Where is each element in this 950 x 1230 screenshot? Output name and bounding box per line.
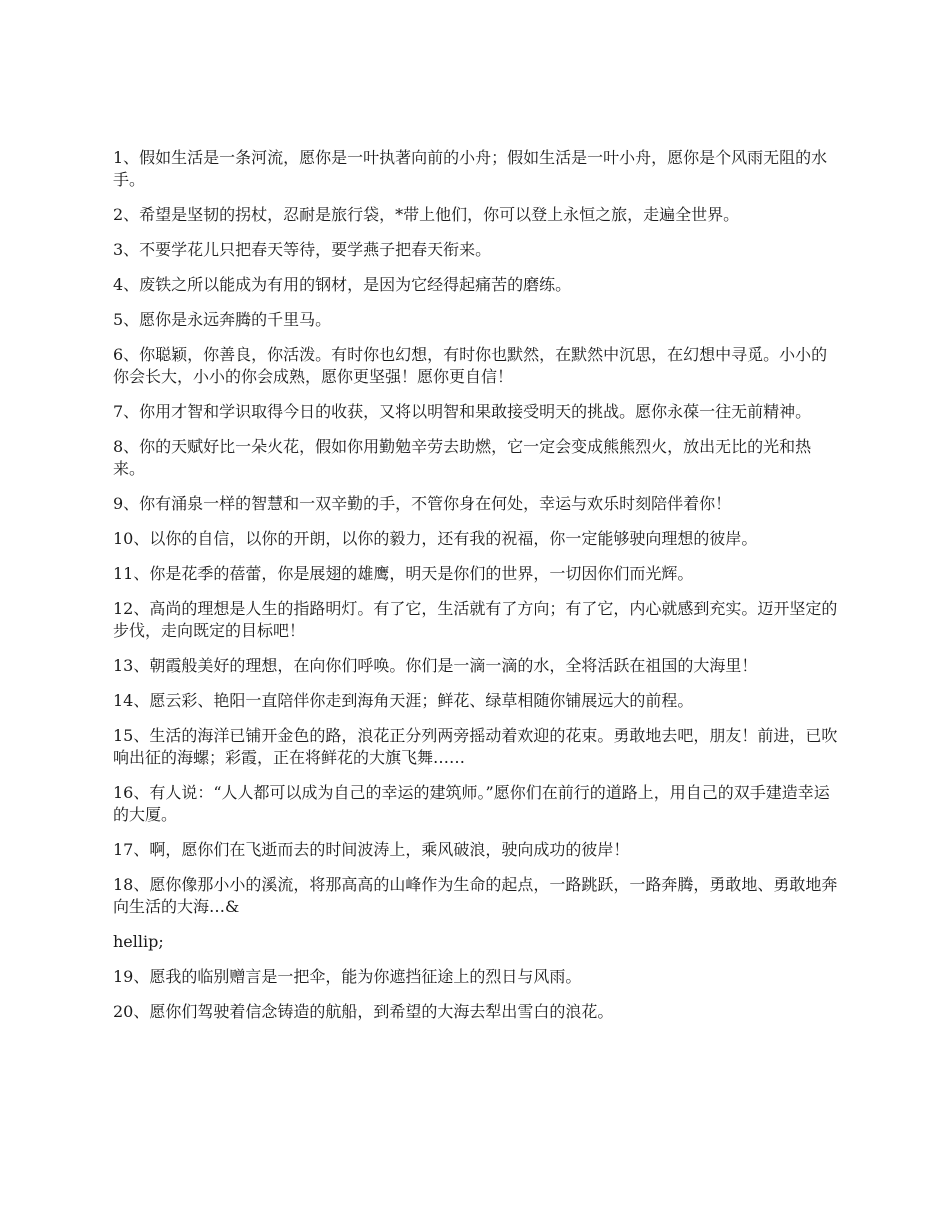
paragraph-3: 3、不要学花儿只把春天等待，要学燕子把春天衔来。 [113,240,492,259]
paragraph-16: 16、有人说：“人人都可以成为自己的幸运的建筑师。”愿你们在前行的道路上，用自己的双手建造幸运的大厦。 [113,783,830,824]
paragraph-8: 8、你的天赋好比一朵火花，假如你用勤勉辛劳去助燃，它一定会变成熊熊烈火，放出无比的光和热来。 [113,437,812,478]
paragraph-6: 6、你聪颖，你善良，你活泼。有时你也幻想，有时你也默然，在默然中沉思，在幻想中寻觅。小小的你会长大，小小的你会成熟，愿你更坚强！愿你更自信！ [113,345,828,386]
paragraph-9: 9、你有涌泉一样的智慧和一双辛勤的手，不管你身在何处，幸运与欢乐时刻陪伴着你！ [113,494,732,513]
paragraph-7: 7、你用才智和学识取得今日的收获，又将以明智和果敢接受明天的挑战。愿你永葆一往无前精神。 [113,402,812,421]
paragraph-20: 20、愿你们驾驶着信念铸造的航船，到希望的大海去犁出雪白的浪花。 [113,1002,614,1021]
paragraph-17: 17、啊，愿你们在飞逝而去的时间波涛上，乘风破浪，驶向成功的彼岸！ [113,840,630,859]
paragraph-18: 18、愿你像那小小的溪流，将那高高的山峰作为生命的起点，一路跳跃，一路奔腾，勇敢地、勇敢地奔向生活的大海…& [113,875,838,916]
paragraph-11: 11、你是花季的蓓蕾，你是展翅的雄鹰，明天是你们的世界，一切因你们而光辉。 [113,564,694,583]
paragraph-13: 13、朝霞般美好的理想，在向你们呼唤。你们是一滴一滴的水，全将活跃在祖国的大海里！ [113,656,758,675]
paragraph-4: 4、废铁之所以能成为有用的钢材，是因为它经得起痛苦的磨练。 [113,275,572,294]
paragraph-14: 14、愿云彩、艳阳一直陪伴你走到海角天涯；鲜花、绿草相随你铺展远大的前程。 [113,691,694,710]
paragraph-1: 1、假如生活是一条河流，愿你是一叶执著向前的小舟；假如生活是一叶小舟，愿你是个风雨无阻的水手。 [113,148,828,189]
document-body [113,147,843,1036]
paragraph-15: 15、生活的海洋已铺开金色的路，浪花正分列两旁摇动着欢迎的花束。勇敢地去吧，朋友！前进，已吹响出征的海螺；彩霞，正在将鲜花的大旗飞舞…… [113,726,838,767]
paragraph-2: 2、希望是坚韧的拐杖，忍耐是旅行袋，*带上他们，你可以登上永恒之旅，走遍全世界。 [113,205,740,224]
paragraph-12: 12、高尚的理想是人生的指路明灯。有了它，生活就有了方向；有了它，内心就感到充实。迈开坚定的步伐，走向既定的目标吧！ [113,599,838,640]
paragraph-18-continued: hellip; [113,932,164,951]
paragraph-10: 10、以你的自信，以你的开朗，以你的毅力，还有我的祝福，你一定能够驶向理想的彼岸。 [113,529,758,548]
paragraph-19: 19、愿我的临别赠言是一把伞，能为你遮挡征途上的烈日与风雨。 [113,967,582,986]
paragraph-5: 5、愿你是永远奔腾的千里马。 [113,310,332,329]
